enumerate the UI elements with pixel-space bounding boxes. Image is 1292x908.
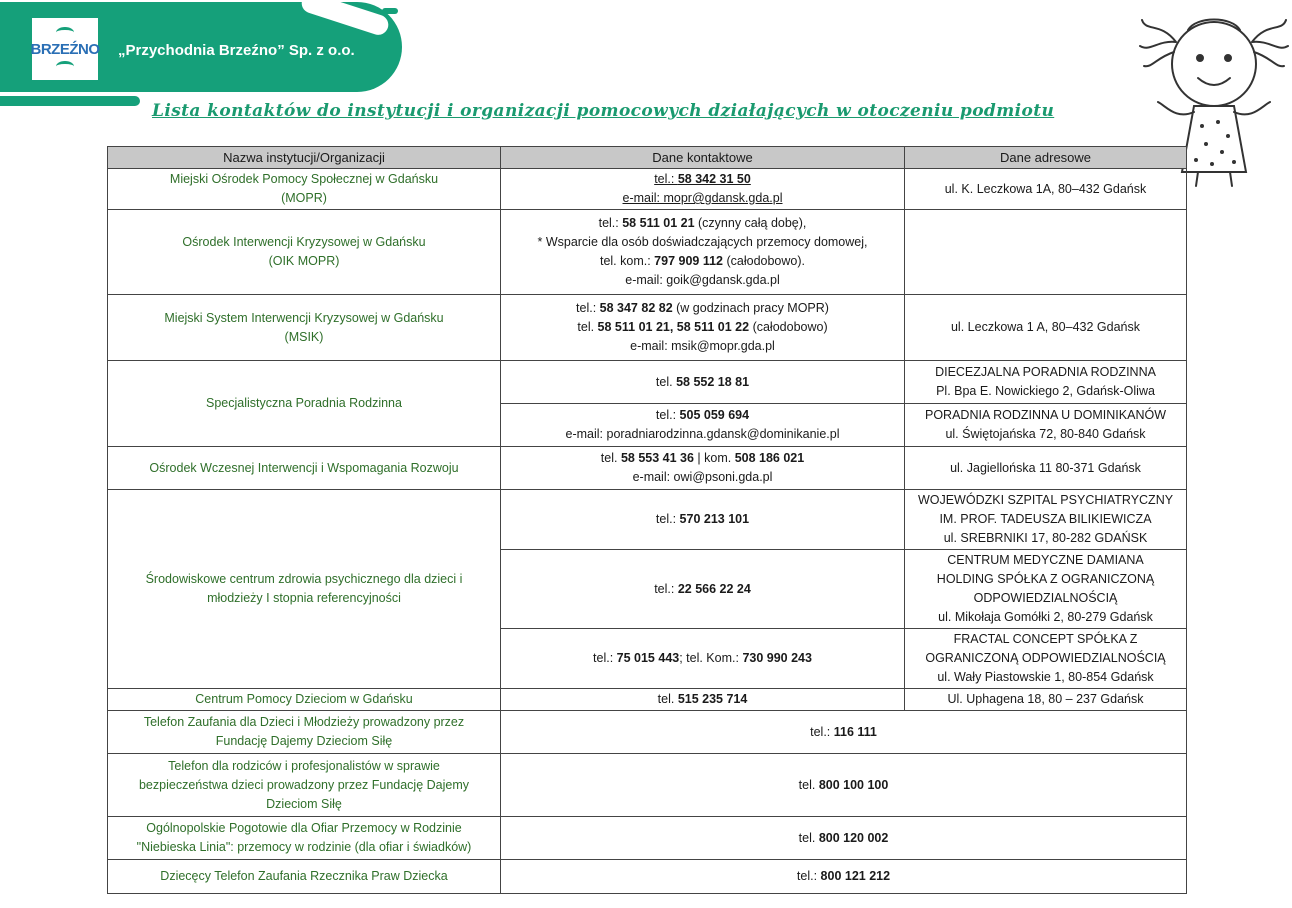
- logo-wave-icon: [56, 61, 74, 72]
- phone-link[interactable]: tel.: 58 342 31 50: [654, 172, 751, 186]
- table-row: [108, 689, 1187, 711]
- address-cell: WOJEWÓDZKI SZPITAL PSYCHIATRYCZNY IM. PROF. TADEUSZA BILIKIEWICZA ul. SREBRNIKI 17, 80-282 GDAŃSK: [905, 490, 1187, 550]
- institution-name: Miejski Ośrodek Pomocy Społecznej w Gdańsku (MOPR): [108, 169, 501, 210]
- table-row: [108, 754, 1187, 817]
- email-text: e-mail: msik@mopr.gda.pl: [630, 339, 775, 353]
- logo-text: BRZEŹNO: [30, 40, 100, 58]
- email-link[interactable]: e-mail: mopr@gdansk.gda.pl: [622, 191, 783, 205]
- institution-name: Ogólnopolskie Pogotowie dla Ofiar Przemocy w Rodzinie "Niebieska Linia": przemocy w rodzinie (dla ofiar i świadków): [108, 817, 501, 860]
- brzezno-logo: [32, 18, 98, 80]
- contacts-table: [107, 146, 1187, 894]
- contact-cell: tel. 800 100 100: [501, 754, 1187, 817]
- header-swoosh: [0, 96, 140, 106]
- table-row: [108, 361, 1187, 404]
- institution-name: Środowiskowe centrum zdrowia psychicznego dla dzieci i młodzieży I stopnia referencyjności: [108, 490, 501, 689]
- address-cell: [905, 210, 1187, 295]
- contact-cell: [501, 169, 905, 210]
- contact-cell: tel.: 800 121 212: [501, 860, 1187, 894]
- table-header-row: [108, 147, 1187, 169]
- contact-cell: tel.: 22 566 22 24: [501, 550, 905, 629]
- address-cell: FRACTAL CONCEPT SPÓŁKA Z OGRANICZONĄ ODPOWIEDZIALNOŚCIĄ ul. Wały Piastowskie 1, 80-854 Gdańsk: [905, 629, 1187, 689]
- address-cell: PORADNIA RODZINNA U DOMINIKANÓW ul. Świętojańska 72, 80-840 Gdańsk: [905, 404, 1187, 447]
- institution-name: Specjalistyczna Poradnia Rodzinna: [108, 361, 501, 447]
- banner-dot: [382, 8, 398, 14]
- contact-cell: tel. 58 552 18 81: [501, 361, 905, 404]
- contact-cell: tel.: 58 347 82 82 (w godzinach pracy MOPR) tel. 58 511 01 21, 58 511 01 22 (całodobowo) e-mail: msik@mopr.gda.pl: [501, 295, 905, 361]
- table-row: [108, 210, 1187, 295]
- institution-name: Ośrodek Interwencji Kryzysowej w Gdańsku (OIK MOPR): [108, 210, 501, 295]
- address-cell: Ul. Uphagena 18, 80 – 237 Gdańsk: [905, 689, 1187, 711]
- page-title: Lista kontaktów do instytucji i organizacji pomocowych działających w otoczeniu podmiotu: [152, 101, 1055, 121]
- institution-name: Centrum Pomocy Dzieciom w Gdańsku: [108, 689, 501, 711]
- email-text: e-mail: owi@psoni.gda.pl: [632, 470, 773, 484]
- contact-cell: tel. 58 553 41 36 | kom. 508 186 021 e-mail: owi@psoni.gda.pl: [501, 447, 905, 490]
- contact-cell: tel.: 116 111: [501, 711, 1187, 754]
- table-row: [108, 817, 1187, 860]
- table-row: [108, 711, 1187, 754]
- column-header-name: Nazwa instytucji/Organizacji: [108, 147, 501, 169]
- column-header-address: Dane adresowe: [905, 147, 1187, 169]
- email-text: e-mail: goik@gdansk.gda.pl: [625, 273, 780, 287]
- logo-wave-icon: [56, 27, 74, 38]
- table-row: [108, 295, 1187, 361]
- contact-cell: tel.: 58 511 01 21 (czynny całą dobę), * Wsparcie dla osób doświadczających przemocy domowej, tel. kom.: 797 909 112 (całodobowo). e-mail: goik@gdansk.gda.pl: [501, 210, 905, 295]
- table-row: [108, 169, 1187, 210]
- institution-name: Dziecęcy Telefon Zaufania Rzecznika Praw Dziecka: [108, 860, 501, 894]
- address-cell: DIECEZJALNA PORADNIA RODZINNA Pl. Bpa E. Nowickiego 2, Gdańsk-Oliwa: [905, 361, 1187, 404]
- contact-cell: tel.: 75 015 443; tel. Kom.: 730 990 243: [501, 629, 905, 689]
- email-text: e-mail: poradniarodzinna.gdansk@dominikanie.pl: [565, 427, 840, 441]
- column-header-contact: Dane kontaktowe: [501, 147, 905, 169]
- institution-name: Telefon Zaufania dla Dzieci i Młodzieży prowadzony przez Fundację Dajemy Dzieciom Siłę: [108, 711, 501, 754]
- address-cell: ul. K. Leczkowa 1A, 80–432 Gdańsk: [905, 169, 1187, 210]
- table-row: [108, 490, 1187, 550]
- contact-cell: tel. 800 120 002: [501, 817, 1187, 860]
- address-cell: ul. Leczkowa 1 A, 80–432 Gdańsk: [905, 295, 1187, 361]
- address-cell: CENTRUM MEDYCZNE DAMIANA HOLDING SPÓŁKA Z OGRANICZONĄ ODPOWIEDZIALNOŚCIĄ ul. Mikołaja Gomółki 2, 80-279 Gdańsk: [905, 550, 1187, 629]
- institution-name: Telefon dla rodziców i profesjonalistów w sprawie bezpieczeństwa dzieci prowadzony przez Fundację Dajemy Dzieciom Siłę: [108, 754, 501, 817]
- institution-name: Ośrodek Wczesnej Interwencji i Wspomagania Rozwoju: [108, 447, 501, 490]
- table-row: [108, 860, 1187, 894]
- address-cell: ul. Jagiellońska 11 80-371 Gdańsk: [905, 447, 1187, 490]
- contact-cell: tel. 515 235 714: [501, 689, 905, 711]
- contact-cell: tel.: 505 059 694 e-mail: poradniarodzinna.gdansk@dominikanie.pl: [501, 404, 905, 447]
- table-row: [108, 447, 1187, 490]
- company-name: „Przychodnia Brzeźno” Sp. z o.o.: [118, 42, 355, 59]
- contact-cell: tel.: 570 213 101: [501, 490, 905, 550]
- institution-name: Miejski System Interwencji Kryzysowej w Gdańsku (MSIK): [108, 295, 501, 361]
